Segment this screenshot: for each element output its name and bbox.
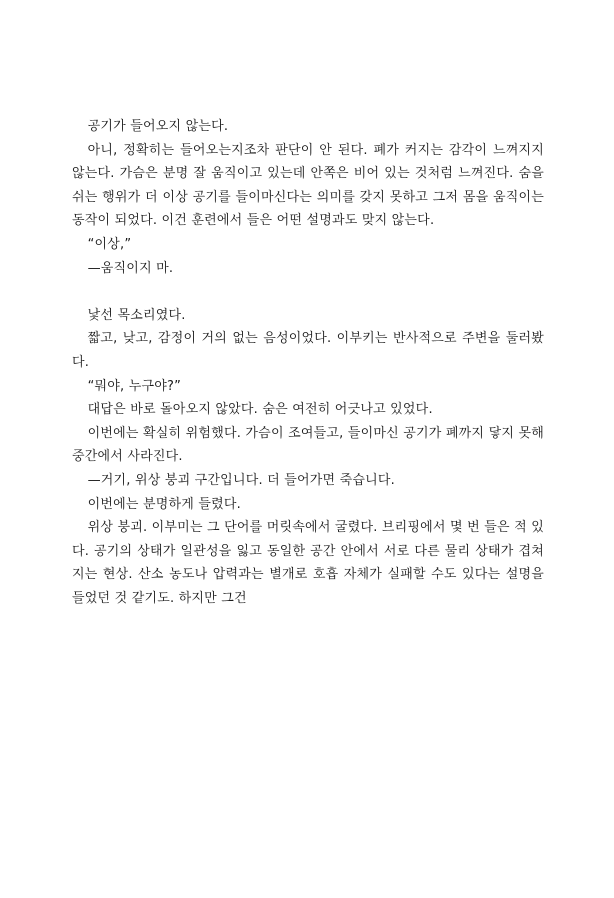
paragraph: 대답은 바로 돌아오지 않았다. 숨은 여전히 어긋나고 있었다. [87,402,433,418]
section-break [72,280,544,304]
paragraph: 짧고, 낮고, 감정이 거의 없는 음성이었다. 이부키는 반사적으로 주변을 둘러봤다. [72,331,544,370]
paragraph: 공기가 들어오지 않는다. [87,119,229,134]
document-page [72,115,544,610]
paragraph: 위상 붕괴. 이부미는 그 단어를 머릿속에서 굴렸다. 브리핑에서 몇 번 들은 적 있다. 공기의 상태가 일관성을 잃고 동일한 공간 안에서 서로 다른 물리 상태가 겹쳐지는 현상. 산소 농도나 압력과는 별개로 호흡 자체가 실패할 수도 있다는 설명을 들었던 것 같기도. 하지만 그건 [72,520,544,606]
paragraph: 이번에는 분명하게 들렸다. [87,496,241,512]
dialogue-line: “이상,” [87,236,132,252]
paragraph: 낯선 목소리였다. [87,307,186,323]
paragraph: 아니, 정확히는 들어오는지조차 판단이 안 된다. 폐가 커지는 감각이 느껴지지 않는다. 가슴은 분명 잘 움직이고 있는데 안쪽은 비어 있는 것처럼 느껴진다. 숨을 쉬는 행위가 더 이상 공기를 들이마신다는 의미를 갖지 못하고 그저 몸을 움직이는 동작이 되었다. 이건 훈련에서 들은 어떤 설명과도 맞지 않는다. [72,142,544,229]
dialogue-line: “뭐야, 누구야?” [87,378,182,394]
dialogue-line: —움직이지 마. [87,260,174,276]
paragraph: 이번에는 확실히 위험했다. 가슴이 조여들고, 들이마신 공기가 폐까지 닿지 못해 중간에서 사라진다. [72,425,544,465]
dialogue-line: —거기, 위상 붕괴 구간입니다. 더 들어가면 죽습니다. [87,472,395,488]
